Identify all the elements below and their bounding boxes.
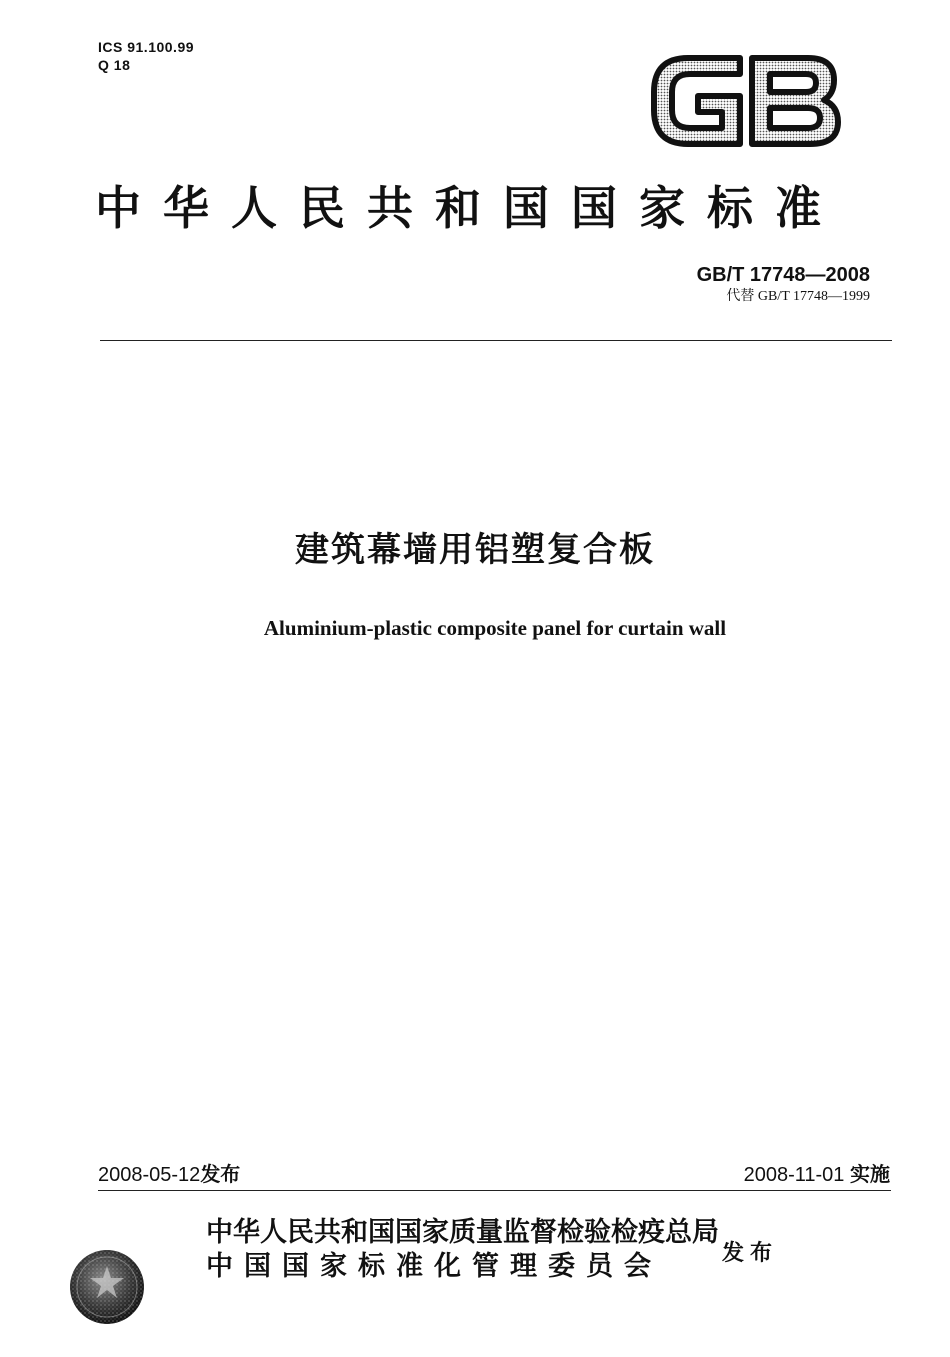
- implement-label: 实施: [850, 1162, 890, 1186]
- standard-number-block: [697, 262, 870, 306]
- ccs-code: Q 18: [98, 57, 131, 73]
- publisher-sac: 中国国家标准化管理委员会: [206, 1251, 662, 1282]
- document-title-english: Aluminium-plastic composite panel for curtain wall: [263, 616, 727, 640]
- release-label: 发布: [200, 1162, 241, 1186]
- top-divider: [100, 340, 892, 341]
- document-title-chinese: 建筑幕墙用铝塑复合板: [295, 530, 655, 570]
- standard-number: GB/T 17748—2008: [696, 264, 870, 286]
- national-standard-title: 中华人民共和国国家标准: [95, 181, 843, 235]
- ics-code: ICS 91.100.99: [98, 39, 195, 55]
- release-date: 2008-05-12: [98, 1164, 201, 1186]
- implement-date: 2008-11-01: [743, 1164, 845, 1186]
- official-seal-icon: [68, 1248, 146, 1326]
- classification-codes: [98, 38, 194, 74]
- publishing-authorities: [206, 1216, 719, 1284]
- issued-label: 发布: [722, 1240, 779, 1266]
- gb-logo-icon: [648, 52, 844, 150]
- bottom-divider: [98, 1190, 891, 1191]
- implement-date-block: [744, 1160, 890, 1189]
- publisher-aqsiq: 中华人民共和国国家质量监督检验检疫总局: [206, 1217, 719, 1248]
- replaces-standard: 代替 GB/T 17748—1999: [726, 289, 870, 304]
- release-date-block: [98, 1160, 240, 1189]
